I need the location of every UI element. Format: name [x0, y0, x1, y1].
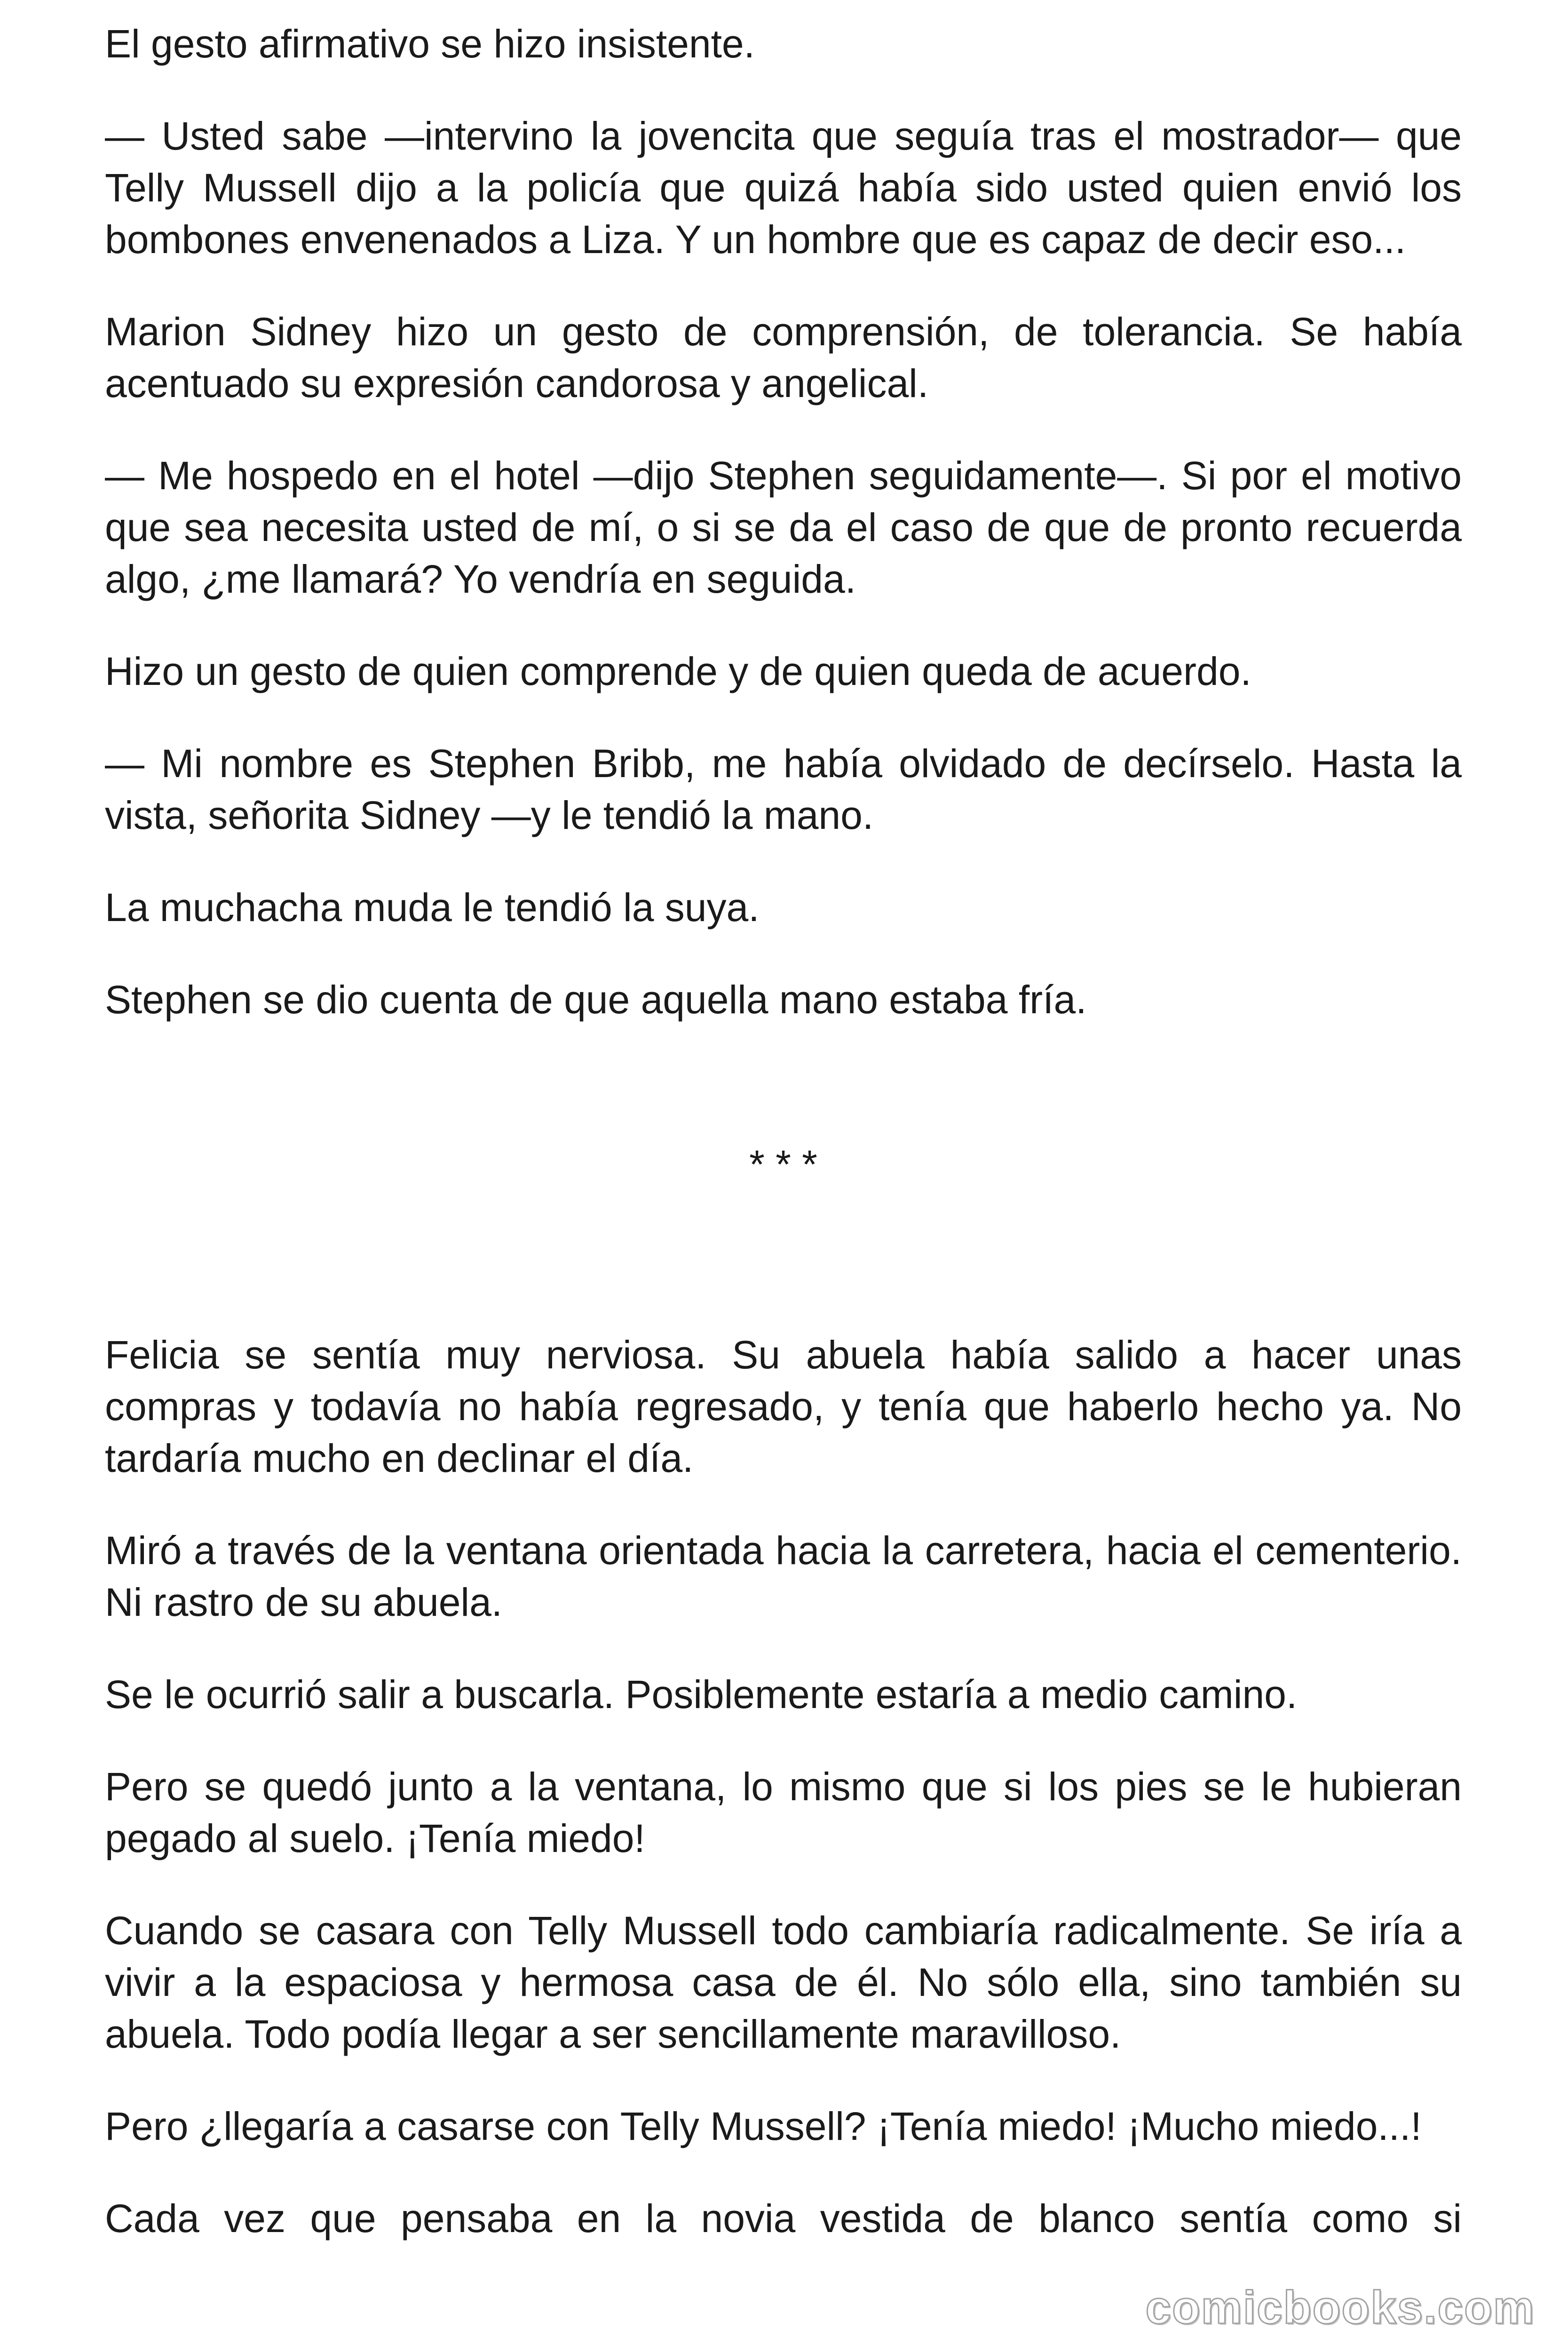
paragraph: Hizo un gesto de quien comprende y de quien queda de acuerdo.: [105, 649, 1251, 693]
paragraph: El gesto afirmativo se hizo insistente.: [105, 22, 755, 66]
paragraph: Miró a través de la ventana orientada hacia la carretera, hacia el cementerio. Ni rastro de su abuela.: [105, 1528, 1462, 1624]
paragraph: — Me hospedo en el hotel —dijo Stephen seguidamente—. Si por el motivo que sea necesita usted de mí, o si se da el caso de que de pronto recuerda algo, ¿me llamará? Yo vendría en seguida.: [105, 453, 1462, 601]
paragraph: Se le ocurrió salir a buscarla. Posiblemente estaría a medio camino.: [105, 1672, 1298, 1716]
paragraph: — Mi nombre es Stephen Bribb, me había olvidado de decírselo. Hasta la vista, señorita Sidney —y le tendió la mano.: [105, 741, 1462, 837]
paragraph: Pero se quedó junto a la ventana, lo mismo que si los pies se le hubieran pegado al suelo. ¡Tenía miedo!: [105, 1764, 1462, 1860]
paragraph: Pero ¿llegaría a casarse con Telly Mussell? ¡Tenía miedo! ¡Mucho miedo...!: [105, 2104, 1422, 2148]
paragraph: Cuando se casara con Telly Mussell todo cambiaría radicalmente. Se iría a vivir a la espaciosa y hermosa casa de él. No sólo ella, sino también su abuela. Todo podía llegar a ser sencillamente maravilloso.: [105, 1908, 1462, 2056]
scene-separator: * * *: [749, 1142, 817, 1186]
paragraph: Marion Sidney hizo un gesto de comprensión, de tolerancia. Se había acentuado su expresión candorosa y angelical.: [105, 310, 1462, 405]
body-text: [105, 0, 1462, 2244]
paragraph: Cada vez que pensaba en la novia vestida de blanco sentía como si: [105, 2196, 1462, 2241]
paragraph: — Usted sabe —intervino la jovencita que seguía tras el mostrador— que Telly Mussell dijo a la policía que quizá había sido usted quien envió los bombones envenenados a Liza. Y un hombre que es capaz de decir eso...: [105, 114, 1462, 262]
paragraph: Stephen se dio cuenta de que aquella mano estaba fría.: [105, 977, 1087, 1022]
paragraph: La muchacha muda le tendió la suya.: [105, 885, 760, 930]
watermark-logo: comicbooks.com: [1145, 2281, 1535, 2333]
paragraph: Felicia se sentía muy nerviosa. Su abuela había salido a hacer unas compras y todavía no había regresado, y tenía que haberlo hecho ya. No tardaría mucho en declinar el día.: [105, 1333, 1462, 1480]
